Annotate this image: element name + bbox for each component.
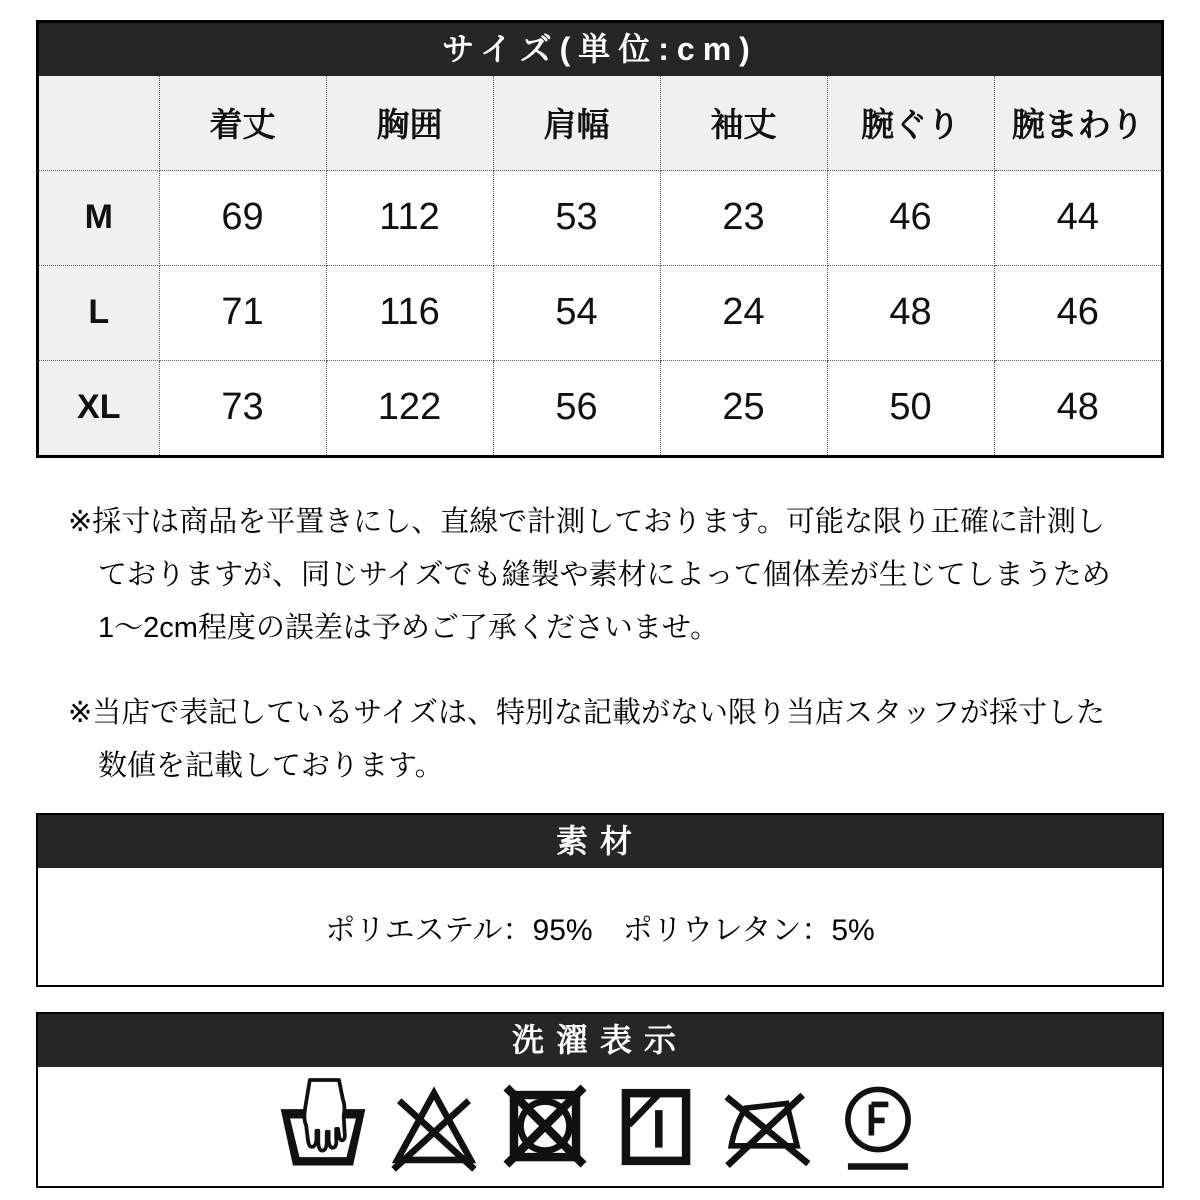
size-value-cell: 73 [159,360,326,455]
note-line: 1〜2cm程度の誤差は予めご了承くださいませ。 [98,612,720,644]
column-header-armhole: 腕ぐり [827,76,994,170]
note-line: ておりますが、同じサイズでも縫製や素材によって個体差が生じてしまうため [98,559,1111,591]
size-label: M [39,170,159,265]
laundry-title-bar [38,1014,1162,1067]
size-notation-note [68,687,1164,793]
material-section [36,813,1164,987]
laundry-icons-row [38,1067,1162,1186]
do-not-iron-icon [720,1077,814,1177]
size-value-cell: 69 [159,170,326,265]
do-not-tumble-dry-icon [498,1077,592,1177]
size-value-cell: 50 [827,360,994,455]
size-section-title-bar [39,23,1161,76]
size-value-cell: 116 [326,265,493,360]
size-value-cell: 46 [827,170,994,265]
size-value-cell: 48 [994,360,1161,455]
size-value-cell: 23 [660,170,827,265]
size-table [39,76,1161,455]
laundry-title: 洗濯表示 [511,1022,688,1058]
size-value-cell: 44 [994,170,1161,265]
corner-cell [39,76,159,170]
size-table-header-row [39,76,1161,170]
size-value-cell: 56 [493,360,660,455]
gentle-dry-clean-f-icon [831,1077,925,1177]
size-row-l [39,265,1161,360]
size-value-cell: 24 [660,265,827,360]
size-value-cell: 54 [493,265,660,360]
material-composition-text: ポリエステル：95% ポリウレタン：5% [325,913,875,947]
size-value-cell: 122 [326,360,493,455]
material-title: 素材 [555,823,644,859]
size-value-cell: 112 [326,170,493,265]
note-line: 数値を記載しております。 [98,750,444,782]
column-header-arm-width: 腕まわり [994,76,1161,170]
size-value-cell: 53 [493,170,660,265]
hand-wash-icon [276,1077,370,1177]
size-value-cell: 48 [827,265,994,360]
column-header-sleeve: 袖丈 [660,76,827,170]
size-value-cell: 71 [159,265,326,360]
line-dry-in-shade-icon [609,1077,703,1177]
size-table-section [36,20,1164,458]
laundry-section [36,1012,1164,1188]
note-line: ※当店で表記しているサイズは、特別な記載がない限り当店スタッフが採寸した [68,697,1105,729]
size-value-cell: 25 [660,360,827,455]
note-line: ※採寸は商品を平置きにし、直線で計測しております。可能な限り正確に計測し [68,506,1105,538]
column-header-shoulder: 肩幅 [493,76,660,170]
do-not-bleach-icon [387,1077,481,1177]
column-header-chest: 胸囲 [326,76,493,170]
measurement-note [68,496,1164,655]
size-label: XL [39,360,159,455]
material-title-bar [38,815,1162,868]
column-header-body-length: 着丈 [159,76,326,170]
size-row-xl [39,360,1161,455]
size-value-cell: 46 [994,265,1161,360]
size-section-title: サイズ(単位:cm) [442,31,758,67]
material-body [38,868,1162,985]
size-row-m [39,170,1161,265]
size-label: L [39,265,159,360]
